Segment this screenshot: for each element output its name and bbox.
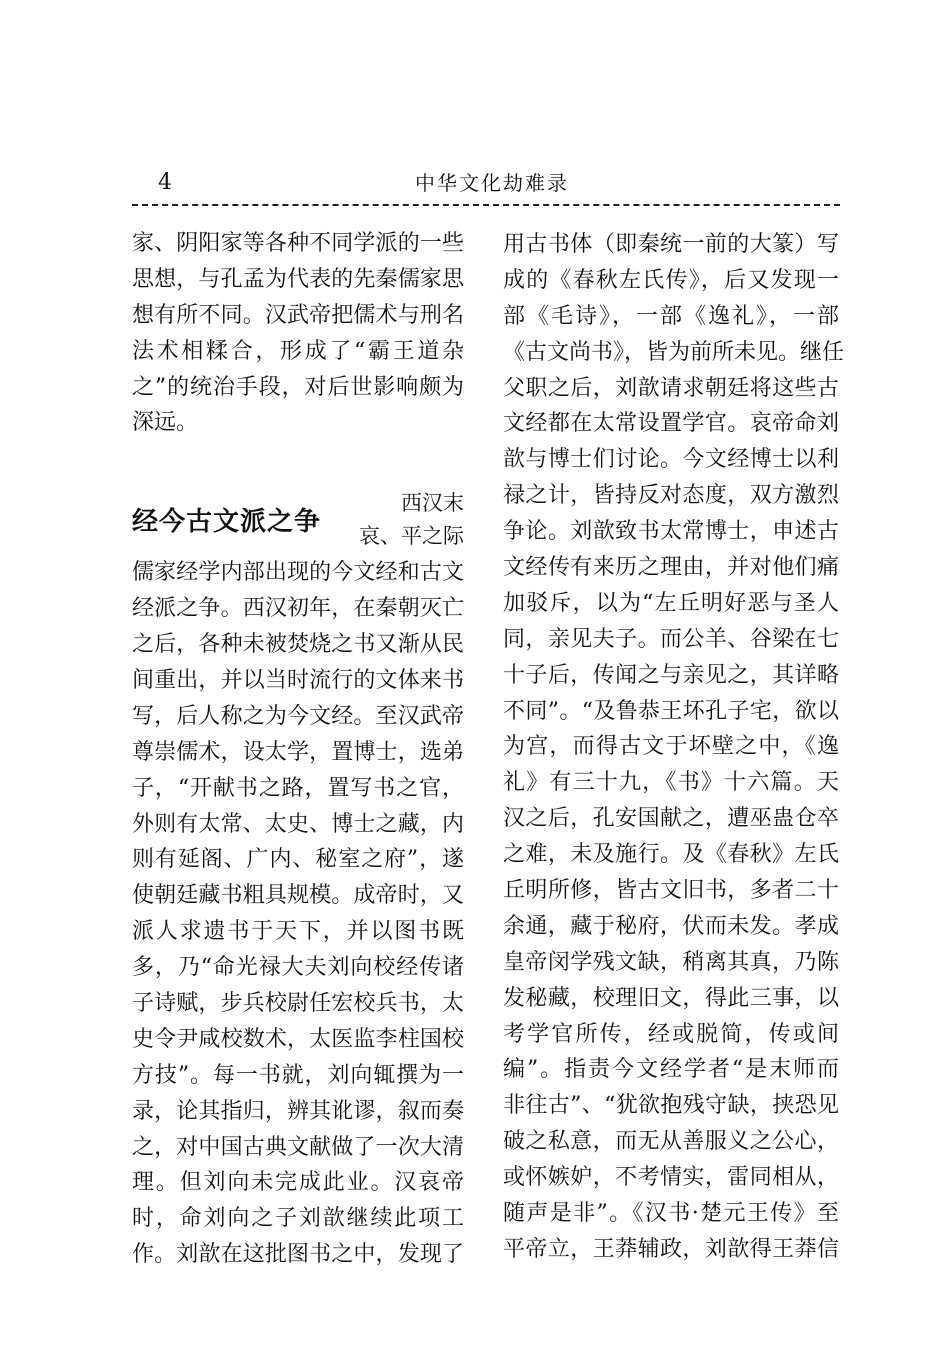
text-line: 之难，未及施行。及《春秋》左氏 bbox=[503, 842, 839, 868]
text-line: 深远。 bbox=[132, 410, 199, 436]
text-line: 文经都在太常设置学官。哀帝命刘 bbox=[503, 411, 839, 437]
text-line: 非往古”、“犹欲抱残守缺，挟恐见 bbox=[503, 1093, 839, 1119]
text-line: 作。刘歆在这批图书之中，发现了 bbox=[132, 1242, 464, 1268]
text-line: 时，命刘向之子刘歆继续此项工 bbox=[132, 1206, 464, 1232]
header-rule bbox=[132, 204, 840, 206]
section-heading bbox=[132, 483, 464, 555]
text-line: 《古文尚书》，皆为前所未见。继任 bbox=[503, 339, 845, 365]
text-line: 不同”。“及鲁恭王坏孔子宅，欲以 bbox=[503, 698, 839, 724]
text-line: 儒家经学内部出现的今文经和古文 bbox=[132, 560, 464, 586]
text-line: 加驳斥，以为“左丘明好恶与圣人 bbox=[503, 590, 839, 616]
text-line: 史令尹咸校数术，太医监李柱国校 bbox=[132, 1026, 464, 1052]
text-line: 部《毛诗》，一部《逸礼》，一部 bbox=[503, 303, 839, 329]
page-number: 4 bbox=[158, 170, 172, 195]
text-line: 想有所不同。汉武帝把儒术与刑名 bbox=[132, 302, 464, 328]
text-line: 丘明所修，皆古文旧书，多者二十 bbox=[503, 878, 839, 904]
text-line: 十子后，传闻之与亲见之，其详略 bbox=[503, 662, 839, 688]
text-line: 思想，与孔孟为代表的先秦儒家思 bbox=[132, 266, 464, 292]
text-line: 间重出，并以当时流行的文体来书 bbox=[132, 668, 464, 694]
text-line: 歆与博士们讨论。今文经博士以利 bbox=[503, 447, 839, 473]
text-line: 平帝立，王莽辅政，刘歆得王莽信 bbox=[503, 1236, 839, 1262]
text-line: 多，乃“命光禄大夫刘向校经传诸 bbox=[132, 955, 464, 981]
text-line: 理。但刘向未完成此业。汉哀帝 bbox=[132, 1170, 464, 1196]
body-paragraph bbox=[132, 555, 464, 1273]
text-line: 同，亲见夫子。而公羊、谷梁在七 bbox=[503, 626, 839, 652]
text-line: 之，对中国古典文献做了一次大清 bbox=[132, 1134, 464, 1160]
text-line: 父职之后，刘歆请求朝廷将这些古 bbox=[503, 375, 839, 401]
section-title: 经今古文派之争 bbox=[132, 507, 322, 538]
text-line: 派人求遗书于天下，并以图书既 bbox=[132, 919, 464, 945]
text-line: 破之私意，而无从善服义之公心， bbox=[503, 1129, 839, 1155]
right-column bbox=[503, 227, 845, 1268]
text-line: 争论。刘歆致书太常博士，申述古 bbox=[503, 519, 839, 545]
text-line: 使朝廷藏书粗具规模。成帝时，又 bbox=[132, 883, 464, 909]
section-period-line: 西汉末 bbox=[401, 491, 464, 516]
text-line: 随声是非”。《汉书·楚元王传》至 bbox=[503, 1201, 839, 1227]
text-line: 则有延阁、广内、秘室之府”，遂 bbox=[132, 847, 464, 873]
running-title: 中华文化劫难录 bbox=[415, 171, 569, 195]
text-line: 外则有太常、太史、博士之藏，内 bbox=[132, 811, 464, 837]
text-line: 为宫，而得古文于坏壁之中，《逸 bbox=[503, 734, 839, 760]
text-line: 子，“开献书之路，置写书之官， bbox=[132, 775, 464, 801]
text-line: 写，后人称之为今文经。至汉武帝 bbox=[132, 703, 464, 729]
text-line: 经派之争。西汉初年，在秦朝灭亡 bbox=[132, 596, 464, 622]
text-line: 录，论其指归，辨其讹谬，叙而奏 bbox=[132, 1098, 464, 1124]
text-line: 之”的统治手段，对后世影响颇为 bbox=[132, 374, 464, 400]
text-line: 用古书体（即秦统一前的大篆）写 bbox=[503, 232, 839, 257]
section-period-line: 哀、平之际 bbox=[359, 524, 464, 549]
text-line: 皇帝闵学残文缺，稍离其真，乃陈 bbox=[503, 949, 839, 975]
text-line: 汉之后，孔安国献之，遭巫蛊仓卒 bbox=[503, 806, 839, 832]
text-line: 编”。指责今文经学者“是末师而 bbox=[503, 1057, 839, 1083]
text-line: 发秘藏，校理旧文，得此三事，以 bbox=[503, 985, 839, 1011]
text-line: 家、阴阳家等各种不同学派的一些 bbox=[132, 231, 464, 256]
text-line: 或怀嫉妒，不考情实，雷同相从， bbox=[503, 1165, 839, 1191]
text-line: 方技”。每一书就，刘向辄撰为一 bbox=[132, 1062, 464, 1088]
left-column bbox=[132, 226, 464, 1273]
text-line: 礼》有三十九，《书》十六篇。天 bbox=[503, 770, 839, 796]
text-line: 考学官所传，经或脱简，传或间 bbox=[503, 1021, 839, 1047]
text-line: 成的《春秋左氏传》，后又发现一 bbox=[503, 267, 839, 293]
section-period bbox=[334, 487, 464, 553]
text-line: 法术相糅合，形成了“霸王道杂 bbox=[132, 338, 464, 364]
text-line: 余通，藏于秘府，伏而未发。孝成 bbox=[503, 913, 839, 939]
intro-paragraph bbox=[132, 226, 464, 441]
text-line: 尊崇儒术，设太学，置博士，选弟 bbox=[132, 739, 464, 765]
text-line: 禄之计，皆持反对态度，双方激烈 bbox=[503, 483, 839, 509]
text-line: 文经传有来历之理由，并对他们痛 bbox=[503, 555, 839, 581]
text-line: 之后，各种未被焚烧之书又渐从民 bbox=[132, 632, 464, 658]
text-line: 子诗赋，步兵校尉任宏校兵书，太 bbox=[132, 991, 464, 1017]
